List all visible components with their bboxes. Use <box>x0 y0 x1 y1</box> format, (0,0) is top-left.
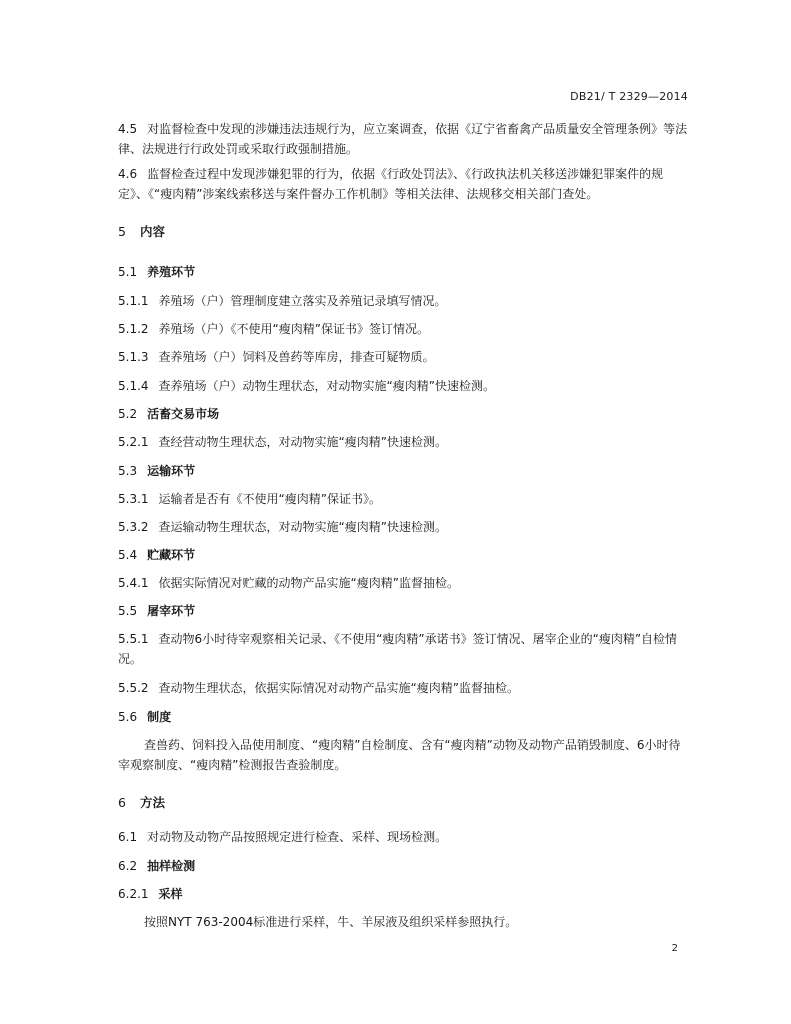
paragraph-6-2-1 <box>118 912 690 932</box>
section-title: 活畜交易市场 <box>147 407 220 421</box>
section-number: 5.2 <box>118 407 138 421</box>
section-6-heading <box>118 793 690 813</box>
clause-number: 5.3.2 <box>118 520 149 534</box>
clause-number: 5.1.1 <box>118 294 149 308</box>
section-number: 6 <box>118 795 126 810</box>
clause-text: 查运输动物生理状态，对动物实施“瘦肉精”快速检测。 <box>158 520 447 534</box>
subsection-6-2-heading <box>118 856 690 876</box>
subsection-5-3-heading <box>118 461 690 481</box>
clause-text: 对动物及动物产品按照规定进行检查、采样、现场检测。 <box>147 830 448 844</box>
clause-5-2-1 <box>118 432 690 452</box>
subsection-5-5-heading <box>118 601 690 621</box>
section-title: 养殖环节 <box>147 265 196 279</box>
section-number: 6.2 <box>118 859 138 873</box>
document-code: DB21/ T 2329—2014 <box>570 90 688 103</box>
clause-text: 查养殖场（户）动物生理状态，对动物实施“瘦肉精”快速检测。 <box>158 379 495 393</box>
clause-number: 5.4.1 <box>118 576 149 590</box>
section-number: 5 <box>118 224 126 239</box>
subsection-5-4-heading <box>118 545 690 565</box>
clause-text: 养殖场（户）管理制度建立落实及养殖记录填写情况。 <box>158 294 447 308</box>
clause-text: 查经营动物生理状态，对动物实施“瘦肉精”快速检测。 <box>158 435 447 449</box>
section-title: 运输环节 <box>147 464 196 478</box>
clause-number: 4.6 <box>118 167 138 181</box>
section-title: 贮藏环节 <box>147 548 196 562</box>
section-title: 方法 <box>139 795 165 810</box>
clause-5-5-1 <box>118 629 690 669</box>
section-number: 6.2.1 <box>118 887 149 901</box>
clause-text: 监督检查过程中发现涉嫌犯罪的行为，依据《行政处罚法》、《行政执法机关移送涉嫌犯罪案件的规定》、《“瘦肉精”涉案线索移送与案件督办工作机制》等相关法律、法规移交相关部门查处。 <box>118 167 664 201</box>
clause-6-1 <box>118 827 690 847</box>
section-5-heading <box>118 222 690 242</box>
clause-5-1-4 <box>118 376 690 396</box>
section-number: 5.3 <box>118 464 138 478</box>
clause-text: 对监督检查中发现的涉嫌违法违规行为，应立案调查，依据《辽宁省畜禽产品质量安全管理条例》等法律、法规进行行政处罚或采取行政强制措施。 <box>118 122 688 156</box>
section-number: 5.6 <box>118 710 138 724</box>
clause-5-1-1 <box>118 291 690 311</box>
clause-number: 5.5.2 <box>118 681 149 695</box>
section-number: 5.5 <box>118 604 138 618</box>
paragraph-text: 按照NYT 763-2004标准进行采样，牛、羊尿液及组织采样参照执行。 <box>144 915 518 929</box>
clause-5-1-2 <box>118 319 690 339</box>
section-title: 采样 <box>158 887 183 901</box>
section-number: 5.4 <box>118 548 138 562</box>
clause-text: 查动物生理状态，依据实际情况对动物产品实施“瘦肉精”监督抽检。 <box>158 681 519 695</box>
subsection-5-2-heading <box>118 404 690 424</box>
clause-number: 4.5 <box>118 122 138 136</box>
subsection-6-2-1-heading <box>118 884 690 904</box>
clause-number: 5.3.1 <box>118 492 149 506</box>
clause-5-1-3 <box>118 347 690 367</box>
section-title: 制度 <box>147 710 172 724</box>
clause-text: 依据实际情况对贮藏的动物产品实施“瘦肉精”监督抽检。 <box>158 576 459 590</box>
clause-4-5 <box>118 119 690 159</box>
paragraph-5-6 <box>118 735 690 775</box>
paragraph-text: 查兽药、饲料投入品使用制度、“瘦肉精”自检制度、含有“瘦肉精”动物及动物产品销毁制度、6小时待宰观察制度、“瘦肉精”检测报告查验制度。 <box>118 738 681 772</box>
clause-number: 5.2.1 <box>118 435 149 449</box>
clause-text: 运输者是否有《不使用“瘦肉精”保证书》。 <box>158 492 381 506</box>
clause-text: 养殖场（户）《不使用“瘦肉精”保证书》签订情况。 <box>158 322 429 336</box>
subsection-5-6-heading <box>118 707 690 727</box>
clause-5-3-1 <box>118 489 690 509</box>
subsection-5-1-heading <box>118 262 690 282</box>
clause-number: 6.1 <box>118 830 138 844</box>
clause-5-4-1 <box>118 573 690 593</box>
clause-5-5-2 <box>118 678 690 698</box>
clause-number: 5.1.4 <box>118 379 149 393</box>
clause-5-3-2 <box>118 517 690 537</box>
section-title: 屠宰环节 <box>147 604 196 618</box>
section-title: 内容 <box>139 224 165 239</box>
page-number: 2 <box>671 943 678 954</box>
clause-number: 5.1.3 <box>118 350 149 364</box>
clause-text: 查动物6小时待宰观察相关记录、《不使用“瘦肉精”承诺书》签订情况、屠宰企业的“瘦肉精”自检情况。 <box>118 632 678 666</box>
section-number: 5.1 <box>118 265 138 279</box>
clause-number: 5.1.2 <box>118 322 149 336</box>
clause-4-6 <box>118 164 690 204</box>
clause-number: 5.5.1 <box>118 632 149 646</box>
clause-text: 查养殖场（户）饲料及兽药等库房，排查可疑物质。 <box>158 350 435 364</box>
section-title: 抽样检测 <box>147 859 196 873</box>
